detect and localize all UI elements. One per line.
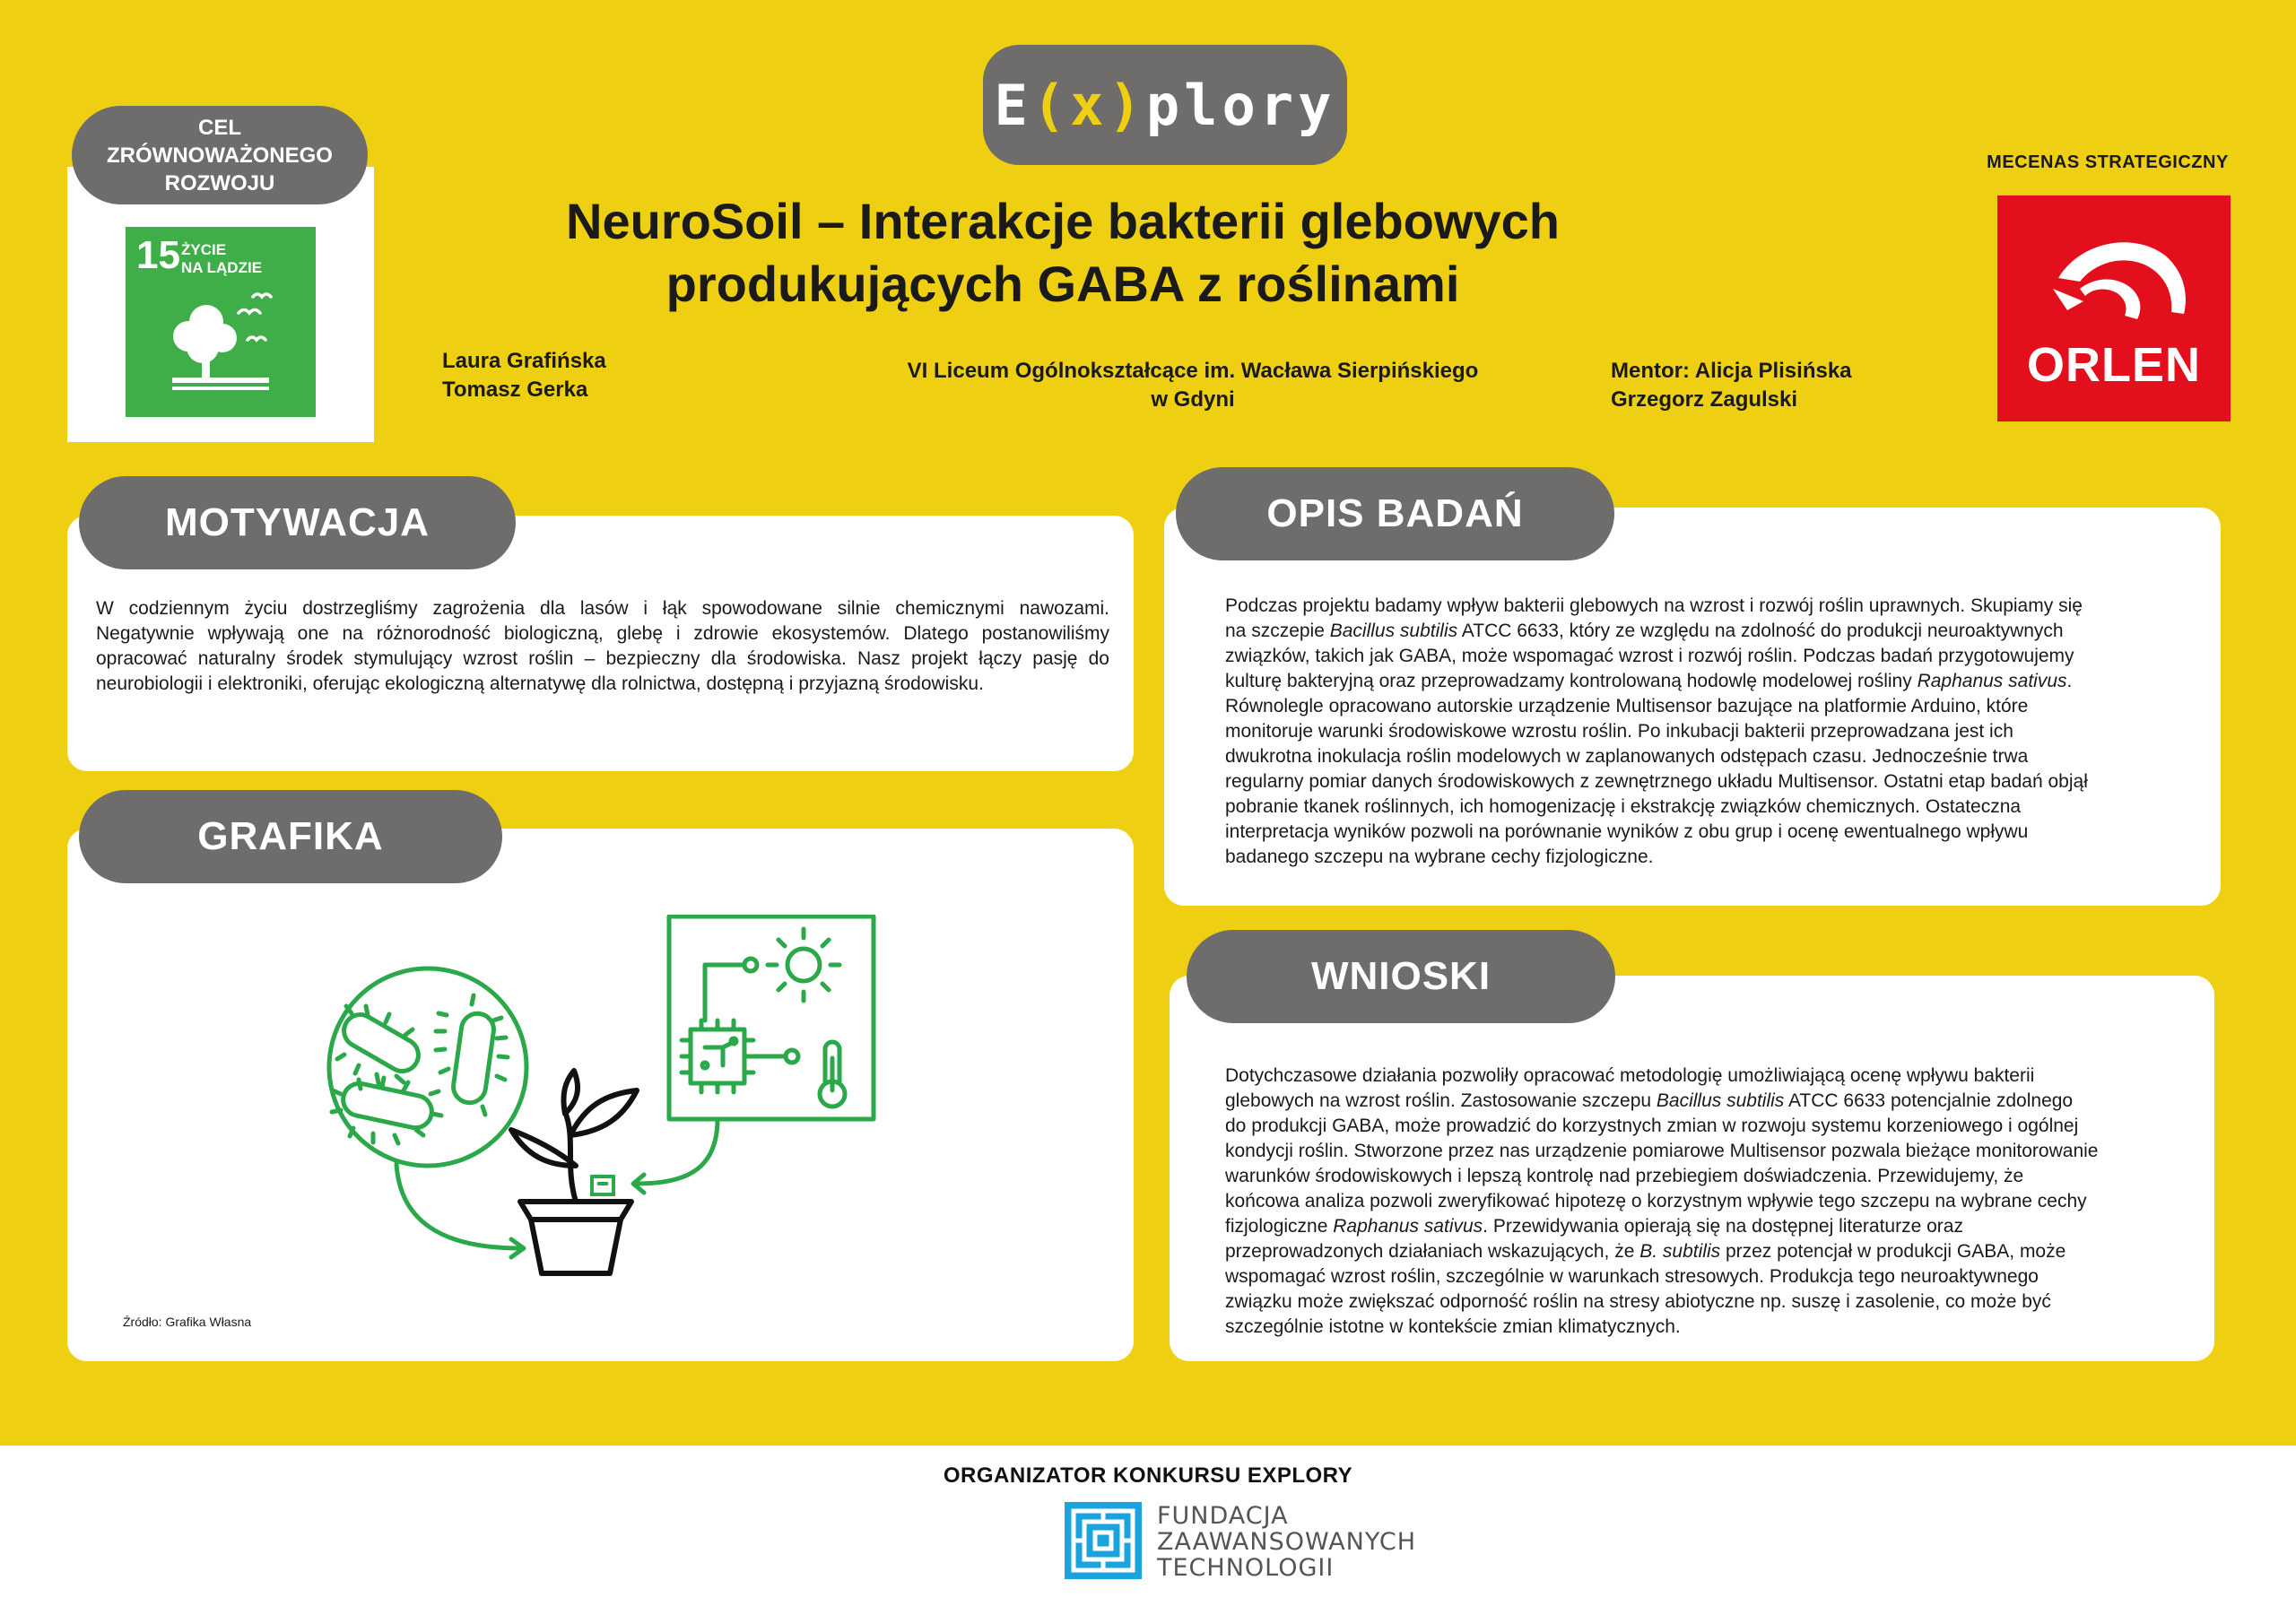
text-run: ATCC 6633 potencjalnie zdolnego [1784,1090,2074,1111]
text-run: kulturę bakteryjną oraz przeprowadzamy kontrolowaną hodowlę modelowej rośliny [1225,671,1918,691]
motywacja-line: W codziennym życiu dostrzegliśmy zagrożenia dla lasów i łąk spowodowane silnie chemicznymi nawozami. [96,598,1109,619]
text-run: związków, takich jak GABA, może wspomagać wzrost i rozwój roślin. Podczas badań przygotowujemy [1225,646,2074,666]
text-run: kondycji roślin. Stworzone przez nas urządzenie pomiarowe Multisensor pozwala bieżące monitorowanie [1225,1141,2099,1161]
orlen-logo [1997,195,2231,421]
wnioski-line [1225,1239,2203,1264]
explory-logo [983,45,1347,165]
text-run: wspomagać wzrost roślin, szczególnie w warunkach stresowych. Produkcja tego neuroaktywnego [1225,1266,2039,1287]
wnioski-line [1225,1114,2203,1139]
author-1: Laura Grafińska [442,349,606,373]
text-run: warunków środowiskowych i lepszą kontrolę nad przebiegiem doświadczenia. Przewidujemy, że [1225,1166,2024,1186]
sdg-label-line2: ZRÓWNOWAŻONEGO [107,143,333,168]
text-run: przeprowadzonych działaniach wskazujących, że [1225,1241,1640,1262]
sdg-label-line3: ROZWOJU [164,170,275,195]
plant-icon [511,1071,637,1273]
species-name: Bacillus subtilis [1656,1090,1785,1111]
text-run: końcowa analiza pozwoli zweryfikować hipotezę o korzystnym wpływie tego szczepu na wybrane cechy [1225,1191,2087,1211]
orlen-wordmark: ORLEN [2027,338,2201,392]
species-name: Raphanus sativus [1333,1216,1483,1237]
wnioski-line [1225,1164,2203,1189]
brand-prefix: E [994,72,1032,138]
poster-title [556,190,1570,316]
sun-icon [768,929,839,1001]
wnioski-heading: WNIOSKI [1187,930,1615,1023]
wnioski-text [1225,1064,2203,1340]
species-name: Bacillus subtilis [1329,621,1458,641]
opis-line [1225,719,2203,744]
sponsor-label: MECENAS STRATEGICZNY [1987,152,2229,172]
opis-line [1225,794,2203,820]
fundacja-name [1157,1503,1416,1581]
opis-line [1225,845,2203,870]
wnioski-line [1225,1214,2203,1239]
motywacja-heading: MOTYWACJA [79,476,516,569]
fundacja-maze-icon [1065,1502,1142,1579]
sdg-label-line1: CEL [198,115,241,140]
grafika-heading: GRAFIKA [79,790,502,883]
bacteria-icon [332,995,508,1143]
fundacja-line1: FUNDACJA [1157,1502,1289,1530]
opis-text [1225,594,2203,870]
wnioski-line [1225,1289,2203,1315]
author-2: Tomasz Gerka [442,378,588,402]
sdg-goal-name-line2: NA LĄDZIE [181,259,263,276]
fundacja-line2: ZAAWANSOWANYCH [1157,1528,1417,1556]
chip-icon [682,1020,753,1092]
text-run: na szczepie [1225,621,1330,641]
arrow-sensor-to-plant [635,1119,718,1184]
motywacja-text [96,596,1109,697]
opis-line [1225,619,2203,644]
text-run: fizjologiczne [1225,1216,1334,1237]
opis-heading: OPIS BADAŃ [1176,467,1614,560]
opis-line [1225,669,2203,694]
opis-line [1225,744,2203,769]
mentors [1611,357,1852,414]
species-name: Raphanus sativus [1917,671,2067,691]
text-run: dwukrotna inokulacja roślin modelowych w zaplanowanych odstępach czasu. Jednocześnie trwa [1225,746,2029,767]
text-run: monitoruje warunki środowiskowe wzrostu roślin. Po inkubacji bakterii przeprowadzana jest ich [1225,721,2013,742]
school [807,357,1578,414]
text-run: przez potencjał w produkcji GABA, może [1720,1241,2066,1262]
organizer-label: ORGANIZATOR KONKURSU EXPLORY [943,1463,1353,1488]
text-run: regularny pomiar danych środowiskowych z zewnętrznego układu Multisensor. Ostatni etap badań objął [1225,771,2088,792]
mentor-2: Grzegorz Zagulski [1611,387,1798,412]
wnioski-line [1225,1064,2203,1089]
sdg-goal-name [181,241,289,277]
research-illustration [296,915,924,1291]
thermometer-icon [820,1042,845,1107]
brand-close-paren: ) [1108,72,1146,138]
text-run: glebowych na wzrost roślin. Zastosowanie szczepu [1225,1090,1657,1111]
sensor-probe-icon [592,1177,613,1194]
wnioski-line [1225,1139,2203,1164]
opis-line [1225,594,2203,619]
motywacja-line: neurobiologii i elektroniki, oferując ekologiczną alternatywę dla rolnictwa, dostępną i przyjazną środowisku. [96,673,984,694]
text-run: Podczas projektu badamy wpływ bakterii glebowych na wzrost i rozwój roślin uprawnych. Skupiamy się [1225,595,2083,616]
sdg-goal-number: 15 [136,233,180,277]
opis-line [1225,644,2203,669]
opis-line [1225,820,2203,845]
image-credit: Źródło: Grafika Własna [123,1315,252,1329]
wnioski-line [1225,1264,2203,1289]
title-line2: produkujących GABA z roślinami [665,256,1460,312]
sdg-goal-name-line1: ŻYCIE [181,241,227,258]
title-line1: NeuroSoil – Interakcje bakterii glebowych [566,193,1560,249]
text-run: pobranie tkanek roślinnych, ich homogenizację i ekstrakcję związków chemicznych. Ostateczna [1225,796,2022,817]
text-run: badanego szczepu na wybrane cechy fizjologiczne. [1225,847,1654,867]
brand-suffix: plory [1145,72,1336,138]
text-run: ATCC 6633, który ze względu na zdolność do produkcji neuroaktywnych [1457,621,2064,641]
opis-line [1225,769,2203,794]
text-run: Dotychczasowe działania pozwoliły opracować metodologię umożliwiającą ocenę wpływu bakterii [1225,1065,2035,1086]
opis-line [1225,694,2203,719]
text-run: związku może zwiększać odporność roślin na stresy abiotyczne np. suszę i zasolenie, co może być [1225,1291,2051,1312]
species-name: B. subtilis [1639,1241,1721,1262]
fundacja-line3: TECHNOLOGII [1157,1554,1335,1582]
wnioski-line [1225,1089,2203,1114]
arrow-bacteria-to-plant [396,1164,520,1248]
sdg-goal-15-tile [126,227,316,417]
school-line1: VI Liceum Ogólnokształcące im. Wacława Sierpińskiego [907,359,1479,383]
brand-open-paren: ( [1031,72,1071,138]
mentor-1: Mentor: Alicja Plisińska [1611,359,1852,383]
brand-x: x [1070,72,1109,138]
sdg-label [72,106,368,204]
school-line2: w Gdyni [1151,387,1235,412]
motywacja-line: Negatywnie wpływają one na różnorodność biologiczną, glebę i zdrowie ekosystemów. Dlatego postanowiliśmy [96,623,1109,644]
authors [442,347,606,404]
wnioski-line [1225,1189,2203,1214]
text-run: interpretacja wyników pozwoli na porównanie wyników z obu grup i ocenę ewentualnego wpływu [1225,821,2029,842]
text-run: . Przewidywania opierają się na dostępnej literaturze oraz [1483,1216,1963,1237]
wnioski-line [1225,1315,2203,1340]
text-run: szczególnie istotne w kontekście zmian klimatycznych. [1225,1316,1681,1337]
text-run: do produkcji GABA, może prowadzić do korzystnych zmian w rozwoju systemu korzeniowego i ogólnej [1225,1116,2079,1136]
text-run: Równolegle opracowano autorskie urządzenie Multisensor bazujące na platformie Arduino, które [1225,696,2029,716]
motywacja-line: opracować naturalny środek stymulujący wzrost roślin – bezpieczny dla środowiska. Nasz projekt łączy pasję do [96,648,1109,669]
text-run: . [2066,671,2073,691]
